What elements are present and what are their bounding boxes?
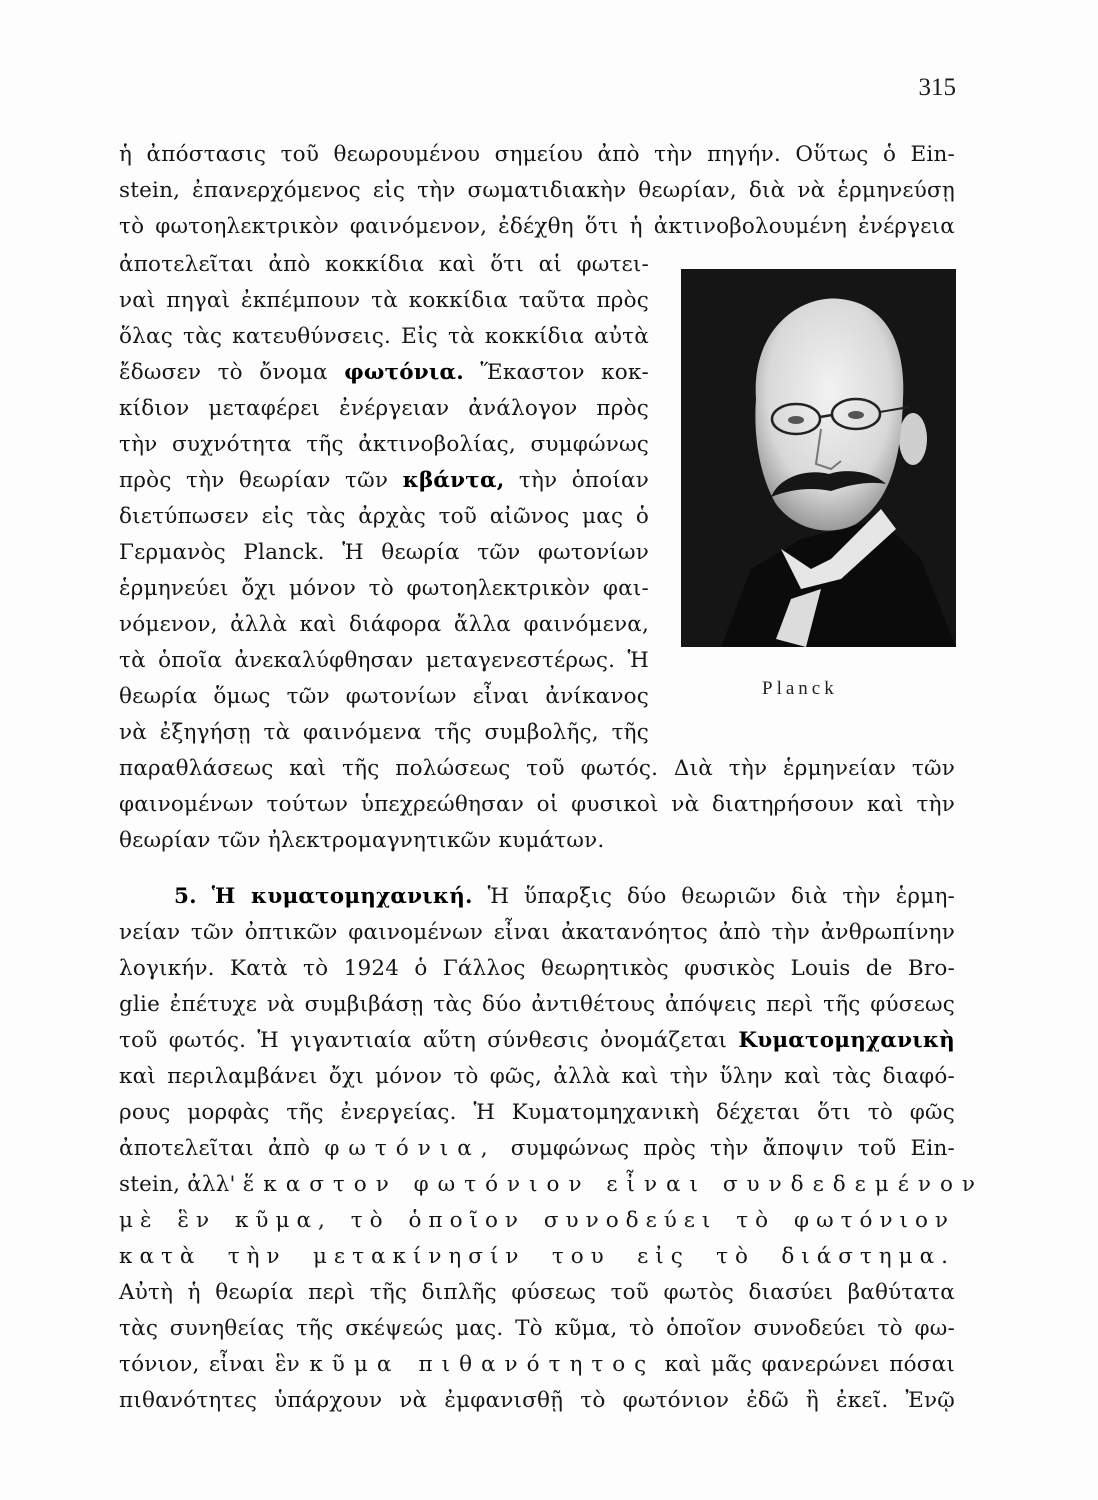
text-line: τὰ ὁποῖα ἀνεκαλύφθησαν μεταγενεστέρως. Ἡ — [119, 648, 649, 673]
text-line: ἀποτελεῖται ἀπὸ κοκκίδια καὶ ὅτι αἱ φωτει- — [119, 252, 649, 277]
text-line: διετύπωσεν εἰς τὰς ἀρχὰς τοῦ αἰῶνος μας ὁ — [119, 504, 649, 529]
text-line: θεωρία ὅμως τῶν φωτονίων εἶναι ἀνίκανος — [119, 684, 649, 709]
text-line: ὅλας τὰς κατευθύνσεις. Εἰς τὰ κοκκίδια αὐτὰ — [119, 324, 649, 349]
spaced-term-photons: φωτόνια, — [324, 1136, 497, 1161]
term-photons: φωτόνια. — [344, 360, 464, 385]
spaced-text-line: κατὰ τὴν μετακίνησίν του εἰς τὸ διάστημα. — [119, 1244, 955, 1269]
text-line: παραθλάσεως καὶ τῆς πολώσεως τοῦ φωτός. Διὰ τὴν ἑρμηνείαν τῶν — [119, 756, 955, 781]
section-title: Ἡ κυματομηχανική. — [211, 884, 473, 909]
text-line: τὰς συνηθείας τῆς σκέψεώς μας. Τὸ κῦμα, τὸ ὁποῖον συνοδεύει τὸ φω- — [119, 1316, 955, 1341]
text-line: τὸ φωτοηλεκτρικὸν φαινόμενον, ἐδέχθη ὅτι ἡ ἀκτινοβολουμένη ἐνέργεια — [119, 214, 955, 239]
text-line: ρους μορφὰς τῆς ἐνεργείας. Ἡ Κυματομηχανικὴ δέχεται ὅτι τὸ φῶς — [119, 1100, 955, 1125]
text-line — [119, 1172, 985, 1197]
term-wave-mechanics: Κυματομηχανικὴ — [738, 1028, 955, 1053]
text-line — [119, 1352, 955, 1377]
text-line: stein, ἐπανερχόμενος εἰς τὴν σωματιδιακὴν θεωρίαν, διὰ νὰ ἑρμηνεύσῃ — [119, 178, 955, 203]
text-run: τοῦ φωτός. Ἡ γιγαντιαία αὕτη σύνθεσις ὀνομάζεται — [119, 1028, 728, 1053]
text-line — [119, 468, 649, 493]
text-line: ναὶ πηγαὶ ἐκπέμπουν τὰ κοκκίδια ταῦτα πρὸς — [119, 288, 649, 313]
section-heading-line — [174, 884, 955, 909]
text-line: πιθανότητες ὑπάρχουν νὰ ἐμφανισθῇ τὸ φωτόνιον ἐδῶ ἢ ἐκεῖ. Ἐνῷ — [119, 1388, 955, 1413]
text-run: συμφώνως πρὸς τὴν ἄποψιν τοῦ Ein- — [510, 1136, 955, 1161]
text-line — [119, 1028, 955, 1053]
text-line: θεωρίαν τῶν ἠλεκτρομαγνητικῶν κυμάτων. — [119, 828, 605, 853]
text-line: νείαν τῶν ὀπτικῶν φαινομένων εἶναι ἀκατανόητος ἀπὸ τὴν ἀνθρωπίνην — [119, 920, 955, 945]
text-line — [119, 1136, 955, 1161]
text-line: glie ἐπέτυχε νὰ συμβιβάσῃ τὰς δύο ἀντιθέτους ἀπόψεις περὶ τῆς φύσεως — [119, 992, 955, 1017]
text-run: Ἡ ὕπαρξις δύο θεωριῶν διὰ τὴν ἑρμη- — [487, 884, 955, 909]
text-line: κίδιον μεταφέρει ἐνέργειαν ἀνάλογον πρὸς — [119, 396, 649, 421]
text-run: καὶ μᾶς φανερώνει πόσαι — [664, 1352, 955, 1377]
text-line: ἑρμηνεύει ὄχι μόνον τὸ φωτοηλεκτρικὸν φαι- — [119, 576, 649, 601]
text-line: νόμενον, ἀλλὰ καὶ διάφορα ἄλλα φαινόμενα, — [119, 612, 649, 637]
text-run: stein, ἀλλ' — [119, 1172, 236, 1197]
term-quanta: κβάντα, — [402, 468, 505, 493]
text-run: Ἕκαστον κοκ- — [480, 360, 649, 385]
text-line: Αὐτὴ ἡ θεωρία περὶ τῆς διπλῆς φύσεως τοῦ φωτὸς διασύει βαθύτατα — [119, 1280, 955, 1305]
section-number: 5. — [174, 884, 197, 909]
text-run: πρὸς τὴν θεωρίαν τῶν — [119, 468, 389, 493]
text-run: ἀποτελεῖται ἀπὸ — [119, 1136, 311, 1161]
text-line: καὶ περιλαμβάνει ὄχι μόνον τὸ φῶς, ἀλλὰ καὶ τὴν ὕλην καὶ τὰς διαφό- — [119, 1064, 955, 1089]
spaced-text: ἕκαστον φωτόνιον εἶναι συνδεδεμένον — [242, 1172, 985, 1197]
spaced-text-line: μὲ ἓν κῦμα, τὸ ὁποῖον συνοδεύει τὸ φωτόνιον — [119, 1208, 955, 1233]
portrait-image — [681, 269, 956, 647]
text-run: ἔδωσεν τὸ ὄνομα — [119, 360, 328, 385]
text-line: ἡ ἀπόστασις τοῦ θεωρουμένου σημείου ἀπὸ τὴν πηγήν. Οὕτως ὁ Ein- — [119, 142, 955, 167]
spaced-term-probability-wave: κῦμα πιθανότητος — [309, 1352, 656, 1377]
figure-caption: Planck — [762, 678, 838, 699]
text-line: φαινομένων τούτων ὑπεχρεώθησαν οἱ φυσικοὶ νὰ διατηρήσουν καὶ τὴν — [119, 792, 955, 817]
text-run: τόνιον, εἶναι ἓν — [119, 1352, 300, 1377]
page-number: 315 — [918, 74, 956, 101]
text-run: τὴν ὁποίαν — [518, 468, 650, 493]
text-line: τὴν συχνότητα τῆς ἀκτινοβολίας, συμφώνως — [119, 432, 649, 457]
text-line: νὰ ἐξηγήσῃ τὰ φαινόμενα τῆς συμβολῆς, τῆς — [119, 720, 649, 745]
planck-portrait — [681, 269, 956, 647]
text-line: λογικήν. Κατὰ τὸ 1924 ὁ Γάλλος θεωρητικὸς φυσικὸς Louis de Bro- — [119, 956, 955, 981]
text-line — [119, 360, 649, 385]
text-line: Γερμανὸς Planck. Ἡ θεωρία τῶν φωτονίων — [119, 540, 649, 565]
